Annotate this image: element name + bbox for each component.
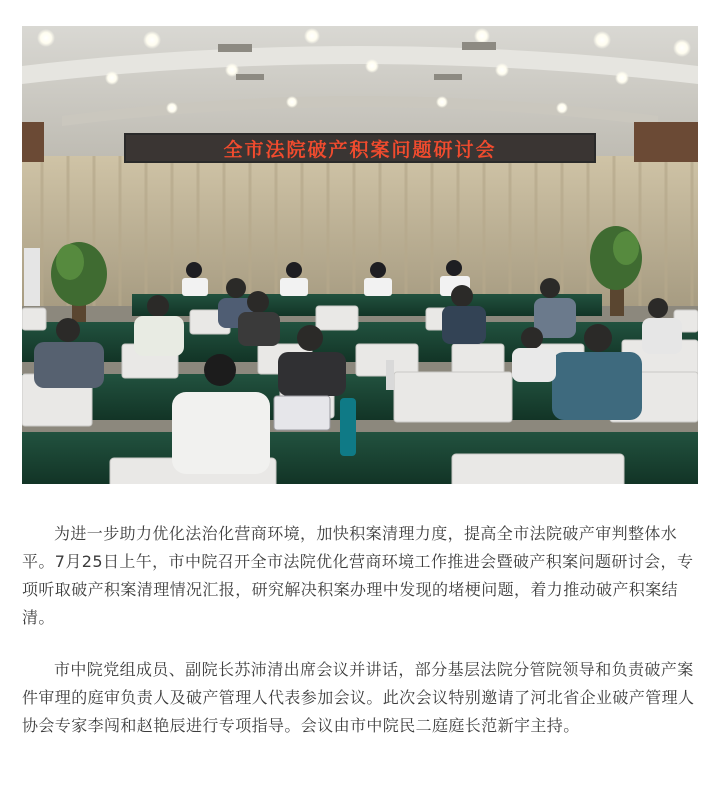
body-paragraph-2: 市中院党组成员、副院长苏沛清出席会议并讲话，部分基层法院分管院领导和负责破产案件审理的庭审负责人及破产管理人代表参加会议。此次会议特别邀请了河北省企业破产管理人协会专家李闯和赵艳辰进行专项指导。会议由市中院民二庭庭长范新宇主持。 [22, 660, 695, 735]
meeting-banner-text: 全市法院破产积案问题研讨会 [223, 138, 497, 161]
meeting-photo [22, 26, 698, 484]
plant-left [51, 242, 107, 328]
body-paragraph-1: 为进一步助力优化法治化营商环境，加快积案清理力度，提高全市法院破产审判整体水平。7月25日上午，市中院召开全市法院优化营商环境工作推进会暨破产积案问题研讨会，专项听取破产积案清理情况汇报，研究解决积案办理中发现的堵梗问题，着力推动破产积案结清。 [22, 524, 694, 627]
meeting-photo-illustration [22, 26, 698, 484]
